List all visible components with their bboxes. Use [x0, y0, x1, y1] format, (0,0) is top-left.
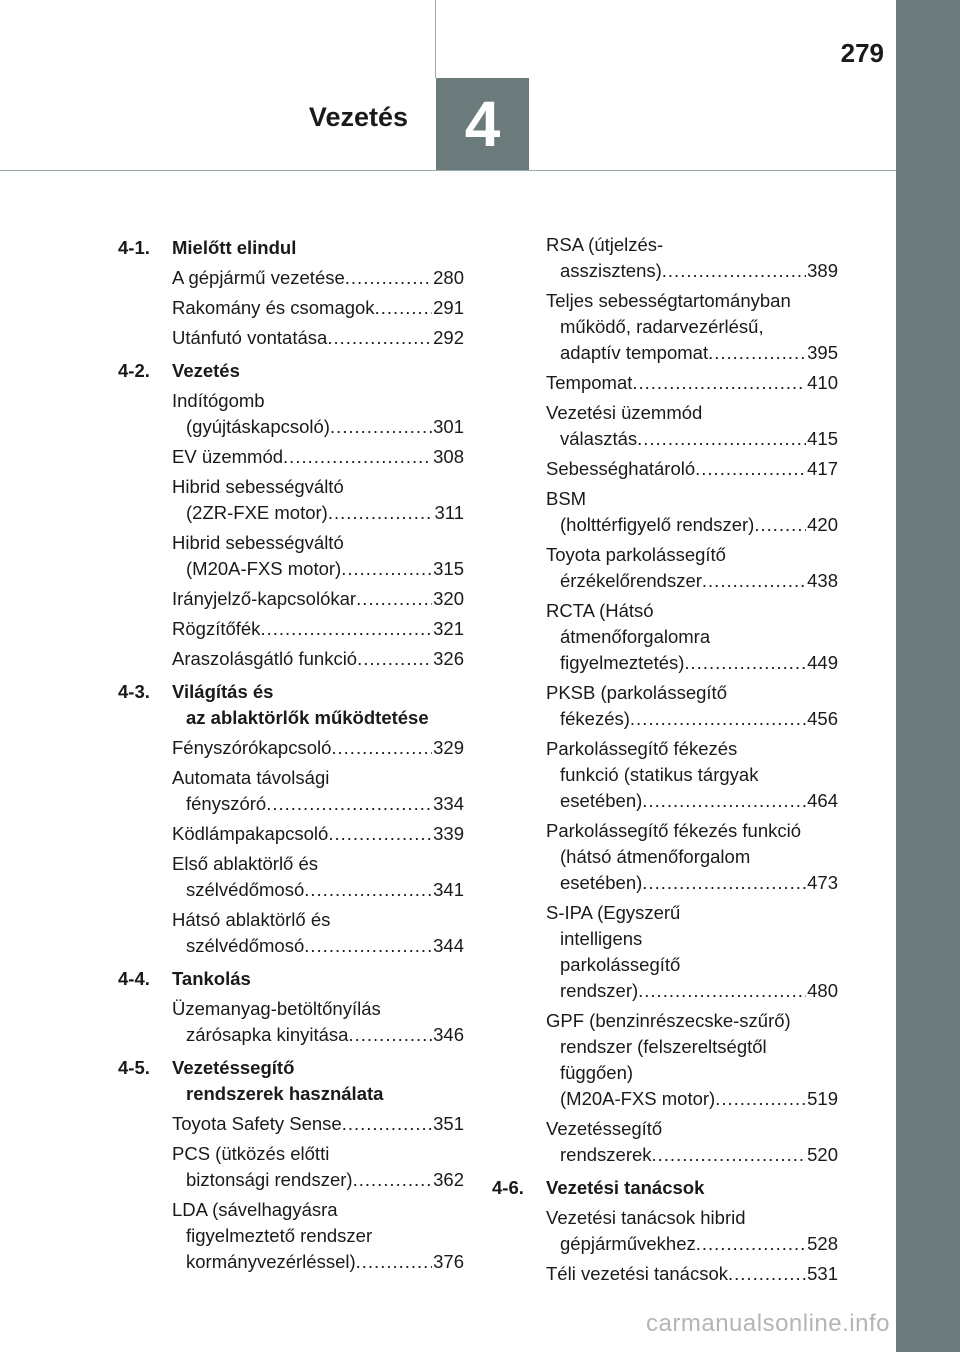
entry-last-line	[172, 1022, 464, 1048]
dot-leader	[638, 978, 806, 1004]
toc-entry[interactable]	[492, 456, 838, 482]
entry-title-line: Araszolásgátló funkció	[172, 648, 358, 669]
entry-title-line: RCTA (Hátsó	[546, 600, 654, 621]
entry-page-number: 339	[433, 823, 464, 844]
entry-title-line: Hibrid sebességváltó	[172, 476, 344, 497]
dot-leader	[341, 556, 432, 582]
dot-leader	[702, 568, 806, 594]
entry-last-line	[172, 821, 464, 847]
dot-leader	[642, 870, 806, 896]
entry-page-number: 531	[807, 1263, 838, 1284]
entry-title-line: S-IPA (Egyszerű	[546, 902, 681, 923]
entry-page-number: 362	[433, 1169, 464, 1190]
entry-page-number: 291	[433, 297, 464, 318]
entry-title-line: (M20A-FXS motor)	[186, 558, 342, 579]
entry-page-number: 389	[807, 260, 838, 281]
entry-last-line	[546, 1086, 838, 1112]
toc-entry[interactable]	[492, 1261, 838, 1287]
dot-leader	[304, 933, 432, 959]
header-divider	[0, 170, 896, 171]
entry-last-line	[546, 788, 838, 814]
entry-title-line: Indítógomb	[172, 390, 265, 411]
section-number: 4-6.	[492, 1177, 524, 1198]
entry-page-number: 315	[433, 558, 464, 579]
entry-page-number: 473	[807, 872, 838, 893]
section-title-line: Vezetés	[172, 360, 240, 381]
entry-title-line: PCS (ütközés előtti	[172, 1143, 330, 1164]
entry-title-line: függően)	[560, 1062, 634, 1083]
entry-last-line	[546, 340, 838, 366]
entry-title-line: (M20A-FXS motor)	[560, 1088, 716, 1109]
toc-entry[interactable]	[492, 542, 838, 594]
dot-leader	[754, 512, 806, 538]
entry-title-line: figyelmeztető rendszer	[186, 1225, 373, 1246]
entry-title-line: Téli vezetési tanácsok	[546, 1263, 729, 1284]
entry-page-number: 480	[807, 980, 838, 1001]
entry-last-line	[546, 870, 838, 896]
entry-last-line	[172, 295, 464, 321]
entry-title-line: funkció (statikus tárgyak	[560, 764, 759, 785]
dot-leader	[356, 1249, 432, 1275]
dot-leader	[728, 1261, 806, 1287]
toc-entry[interactable]	[492, 1116, 838, 1168]
entry-title-line: LDA (sávelhagyásra	[172, 1199, 338, 1220]
entry-last-line	[546, 426, 838, 452]
section-number: 4-5.	[118, 1057, 150, 1078]
toc-left-column	[118, 228, 464, 1275]
toc-entry[interactable]	[492, 370, 838, 396]
entry-title-line: Toyota Safety Sense	[172, 1113, 342, 1134]
entry-title-line: szélvédőmosó	[186, 935, 305, 956]
entry-title-line: Hibrid sebességváltó	[172, 532, 344, 553]
entry-last-line	[546, 1142, 838, 1168]
dot-leader	[662, 258, 806, 284]
entry-page-number: 417	[807, 458, 838, 479]
page-number: 279	[840, 38, 884, 68]
entry-last-line	[172, 325, 464, 351]
toc-entry[interactable]	[118, 474, 464, 526]
toc-entry[interactable]	[492, 680, 838, 732]
entry-last-line	[172, 500, 464, 526]
entry-title-line: intelligens	[560, 928, 643, 949]
entry-title-line: Vezetési üzemmód	[546, 402, 703, 423]
entry-title-line: Hátsó ablaktörlő és	[172, 909, 331, 930]
toc-entry[interactable]	[492, 288, 838, 366]
entry-last-line	[546, 258, 838, 284]
toc-entry[interactable]	[118, 265, 464, 291]
entry-title-line: Első ablaktörlő és	[172, 853, 319, 874]
entry-last-line	[546, 568, 838, 594]
dot-leader	[715, 1086, 806, 1112]
toc-entry[interactable]	[118, 530, 464, 582]
entry-last-line	[546, 456, 838, 482]
chapter-number: 4	[464, 88, 501, 160]
entry-last-line	[546, 1261, 838, 1287]
toc-section-heading	[492, 1175, 838, 1201]
entry-title-line: rendszer)	[560, 980, 639, 1001]
toc-entry[interactable]	[118, 295, 464, 321]
dot-leader	[330, 414, 432, 440]
entry-title-line: Vezetéssegítő	[546, 1118, 663, 1139]
entry-page-number: 311	[434, 502, 464, 523]
toc-right-column	[492, 228, 838, 1287]
entry-title-line: Ködlámpakapcsoló	[172, 823, 329, 844]
entry-title-line: fényszóró	[186, 793, 267, 814]
dot-leader	[630, 706, 806, 732]
entry-last-line	[172, 1167, 464, 1193]
entry-last-line	[172, 791, 464, 817]
toc-entry[interactable]	[118, 996, 464, 1048]
dot-leader	[357, 646, 432, 672]
section-title-line: Tankolás	[172, 968, 251, 989]
entry-title-line: asszisztens)	[560, 260, 662, 281]
entry-title-line: Utánfutó vontatása	[172, 327, 328, 348]
watermark: carmanualsonline.info	[646, 1310, 890, 1337]
entry-last-line	[546, 650, 838, 676]
toc-entry[interactable]	[118, 821, 464, 847]
entry-title-line: érzékelőrendszer	[560, 570, 702, 591]
toc-entry[interactable]	[492, 232, 838, 284]
toc-entry[interactable]	[118, 325, 464, 351]
entry-title-line: BSM	[546, 488, 587, 509]
toc-entry[interactable]	[118, 586, 464, 612]
section-title-line: Mielőtt elindul	[172, 237, 297, 258]
section-title-line: az ablaktörlők működtetése	[186, 707, 429, 728]
toc-entry[interactable]	[118, 765, 464, 817]
toc-entry[interactable]	[492, 598, 838, 676]
entry-page-number: 320	[433, 588, 464, 609]
entry-page-number: 438	[807, 570, 838, 591]
entry-title-line: Irányjelző-kapcsolókar	[172, 588, 357, 609]
section-number: 4-4.	[118, 968, 150, 989]
toc-entry[interactable]	[492, 1008, 838, 1112]
section-title-line: Világítás és	[172, 681, 274, 702]
dot-leader	[695, 456, 806, 482]
entry-last-line	[546, 512, 838, 538]
entry-last-line	[546, 706, 838, 732]
toc-entry[interactable]	[118, 388, 464, 440]
toc-entry[interactable]	[118, 907, 464, 959]
dot-leader	[266, 791, 432, 817]
entry-title-line: Tempomat	[546, 372, 633, 393]
section-number: 4-2.	[118, 360, 150, 381]
section-title-line: Vezetéssegítő	[172, 1057, 295, 1078]
entry-title-line: (2ZR-FXE motor)	[186, 502, 328, 523]
entry-title-line: Fényszórókapcsoló	[172, 737, 332, 758]
dot-leader	[327, 325, 432, 351]
entry-title-line: figyelmeztetés)	[560, 652, 685, 673]
entry-title-line: A gépjármű vezetése	[172, 267, 345, 288]
entry-page-number: 334	[433, 793, 464, 814]
entry-title-line: GPF (benzinrészecske-szűrő)	[546, 1010, 791, 1031]
dot-leader	[637, 426, 806, 452]
entry-page-number: 346	[433, 1024, 464, 1045]
entry-title-line: Parkolássegítő fékezés	[546, 738, 738, 759]
entry-last-line	[172, 646, 464, 672]
dot-leader	[260, 616, 432, 642]
entry-page-number: 326	[433, 648, 464, 669]
dot-leader	[304, 877, 432, 903]
entry-title-line: átmenőforgalomra	[560, 626, 711, 647]
section-number: 4-1.	[118, 237, 150, 258]
entry-page-number: 415	[807, 428, 838, 449]
entry-title-line: Üzemanyag-betöltőnyílás	[172, 998, 381, 1019]
entry-title-line: választás	[560, 428, 638, 449]
entry-last-line	[172, 414, 464, 440]
entry-title-line: Vezetési tanácsok hibrid	[546, 1207, 746, 1228]
entry-last-line	[172, 877, 464, 903]
entry-page-number: 321	[433, 618, 464, 639]
toc-entry[interactable]	[118, 851, 464, 903]
entry-page-number: 420	[807, 514, 838, 535]
entry-last-line	[172, 586, 464, 612]
section-title-line: rendszerek használata	[186, 1083, 384, 1104]
entry-page-number: 456	[807, 708, 838, 729]
entry-last-line	[172, 1111, 464, 1137]
toc-section-heading	[118, 235, 464, 261]
toc-section-heading	[118, 966, 464, 992]
entry-page-number: 528	[807, 1233, 838, 1254]
dot-leader	[345, 265, 432, 291]
dot-leader	[375, 295, 433, 321]
entry-title-line: (hátsó átmenőforgalom	[560, 846, 751, 867]
dot-leader	[642, 788, 806, 814]
entry-last-line	[172, 1249, 464, 1275]
entry-title-line: Automata távolsági	[172, 767, 330, 788]
entry-page-number: 395	[807, 342, 838, 363]
toc-section-heading	[118, 358, 464, 384]
toc-entry[interactable]	[118, 1141, 464, 1193]
dot-leader	[632, 370, 806, 396]
toc-section-heading	[118, 1055, 464, 1107]
entry-last-line	[172, 616, 464, 642]
entry-title-line: Teljes sebességtartományban	[546, 290, 791, 311]
section-number: 4-3.	[118, 681, 150, 702]
dot-leader	[684, 650, 806, 676]
entry-last-line	[546, 370, 838, 396]
toc-entry[interactable]	[492, 818, 838, 896]
entry-page-number: 520	[807, 1144, 838, 1165]
entry-title-line: esetében)	[560, 790, 643, 811]
entry-title-line: EV üzemmód	[172, 446, 284, 467]
header-divider-vertical	[435, 0, 436, 78]
section-title-line: Vezetési tanácsok	[546, 1177, 705, 1198]
toc-entry[interactable]	[118, 444, 464, 470]
toc-entry[interactable]	[118, 1111, 464, 1137]
entry-title-line: Rakomány és csomagok	[172, 297, 375, 318]
entry-title-line: rendszerek	[560, 1144, 652, 1165]
entry-title-line: Toyota parkolássegítő	[546, 544, 726, 565]
entry-title-line: adaptív tempomat	[560, 342, 709, 363]
entry-title-line: parkolássegítő	[560, 954, 681, 975]
entry-title-line: RSA (útjelzés-	[546, 234, 664, 255]
entry-last-line	[172, 933, 464, 959]
entry-title-line: (holttérfigyelő rendszer)	[560, 514, 755, 535]
entry-last-line	[172, 444, 464, 470]
entry-title-line: biztonsági rendszer)	[186, 1169, 353, 1190]
entry-title-line: zárósapka kinyitása	[186, 1024, 349, 1045]
entry-title-line: esetében)	[560, 872, 643, 893]
dot-leader	[652, 1142, 807, 1168]
entry-page-number: 308	[433, 446, 464, 467]
toc-entry[interactable]	[492, 736, 838, 814]
toc-entry[interactable]	[492, 900, 838, 1004]
entry-page-number: 351	[433, 1113, 464, 1134]
entry-title-line: (gyújtáskapcsoló)	[186, 416, 330, 437]
chapter-title: Vezetés	[308, 102, 408, 132]
entry-title-line: fékezés)	[560, 708, 630, 729]
entry-page-number: 410	[807, 372, 838, 393]
entry-page-number: 519	[807, 1088, 838, 1109]
entry-page-number: 449	[807, 652, 838, 673]
dot-leader	[348, 1022, 432, 1048]
entry-last-line	[546, 1231, 838, 1257]
entry-last-line	[546, 978, 838, 1004]
entry-title-line: gépjárművekhez	[560, 1233, 696, 1254]
dot-leader	[356, 586, 432, 612]
entry-page-number: 292	[433, 327, 464, 348]
entry-title-line: PKSB (parkolássegítő	[546, 682, 727, 703]
entry-last-line	[172, 556, 464, 582]
dot-leader	[283, 444, 432, 470]
toc-entry[interactable]	[118, 735, 464, 761]
entry-last-line	[172, 265, 464, 291]
entry-title-line: rendszer (felszereltségtől	[560, 1036, 767, 1057]
dot-leader	[708, 340, 806, 366]
entry-page-number: 301	[433, 416, 464, 437]
entry-title-line: Sebességhatároló	[546, 458, 696, 479]
entry-page-number: 376	[433, 1251, 464, 1272]
entry-page-number: 344	[433, 935, 464, 956]
toc-section-heading	[118, 679, 464, 731]
toc-entry[interactable]	[118, 646, 464, 672]
entry-title-line: kormányvezérléssel)	[186, 1251, 356, 1272]
entry-page-number: 329	[433, 737, 464, 758]
chapter-number-box	[436, 78, 529, 170]
dot-leader	[696, 1231, 806, 1257]
toc-entry[interactable]	[492, 400, 838, 452]
toc-entry[interactable]	[118, 616, 464, 642]
dot-leader	[342, 1111, 432, 1137]
toc-entry[interactable]	[492, 1205, 838, 1257]
entry-title-line: szélvédőmosó	[186, 879, 305, 900]
entry-page-number: 280	[433, 267, 464, 288]
entry-title-line: működő, radarvezérlésű,	[560, 316, 764, 337]
dot-leader	[328, 500, 434, 526]
chapter-side-bar	[896, 0, 960, 1352]
entry-title-line: Rögzítőfék	[172, 618, 261, 639]
toc-entry[interactable]	[492, 486, 838, 538]
dot-leader	[353, 1167, 433, 1193]
entry-last-line	[172, 735, 464, 761]
toc-entry[interactable]	[118, 1197, 464, 1275]
dot-leader	[328, 821, 432, 847]
entry-title-line: Parkolássegítő fékezés funkció	[546, 820, 802, 841]
dot-leader	[331, 735, 432, 761]
entry-page-number: 341	[433, 879, 464, 900]
entry-page-number: 464	[807, 790, 838, 811]
